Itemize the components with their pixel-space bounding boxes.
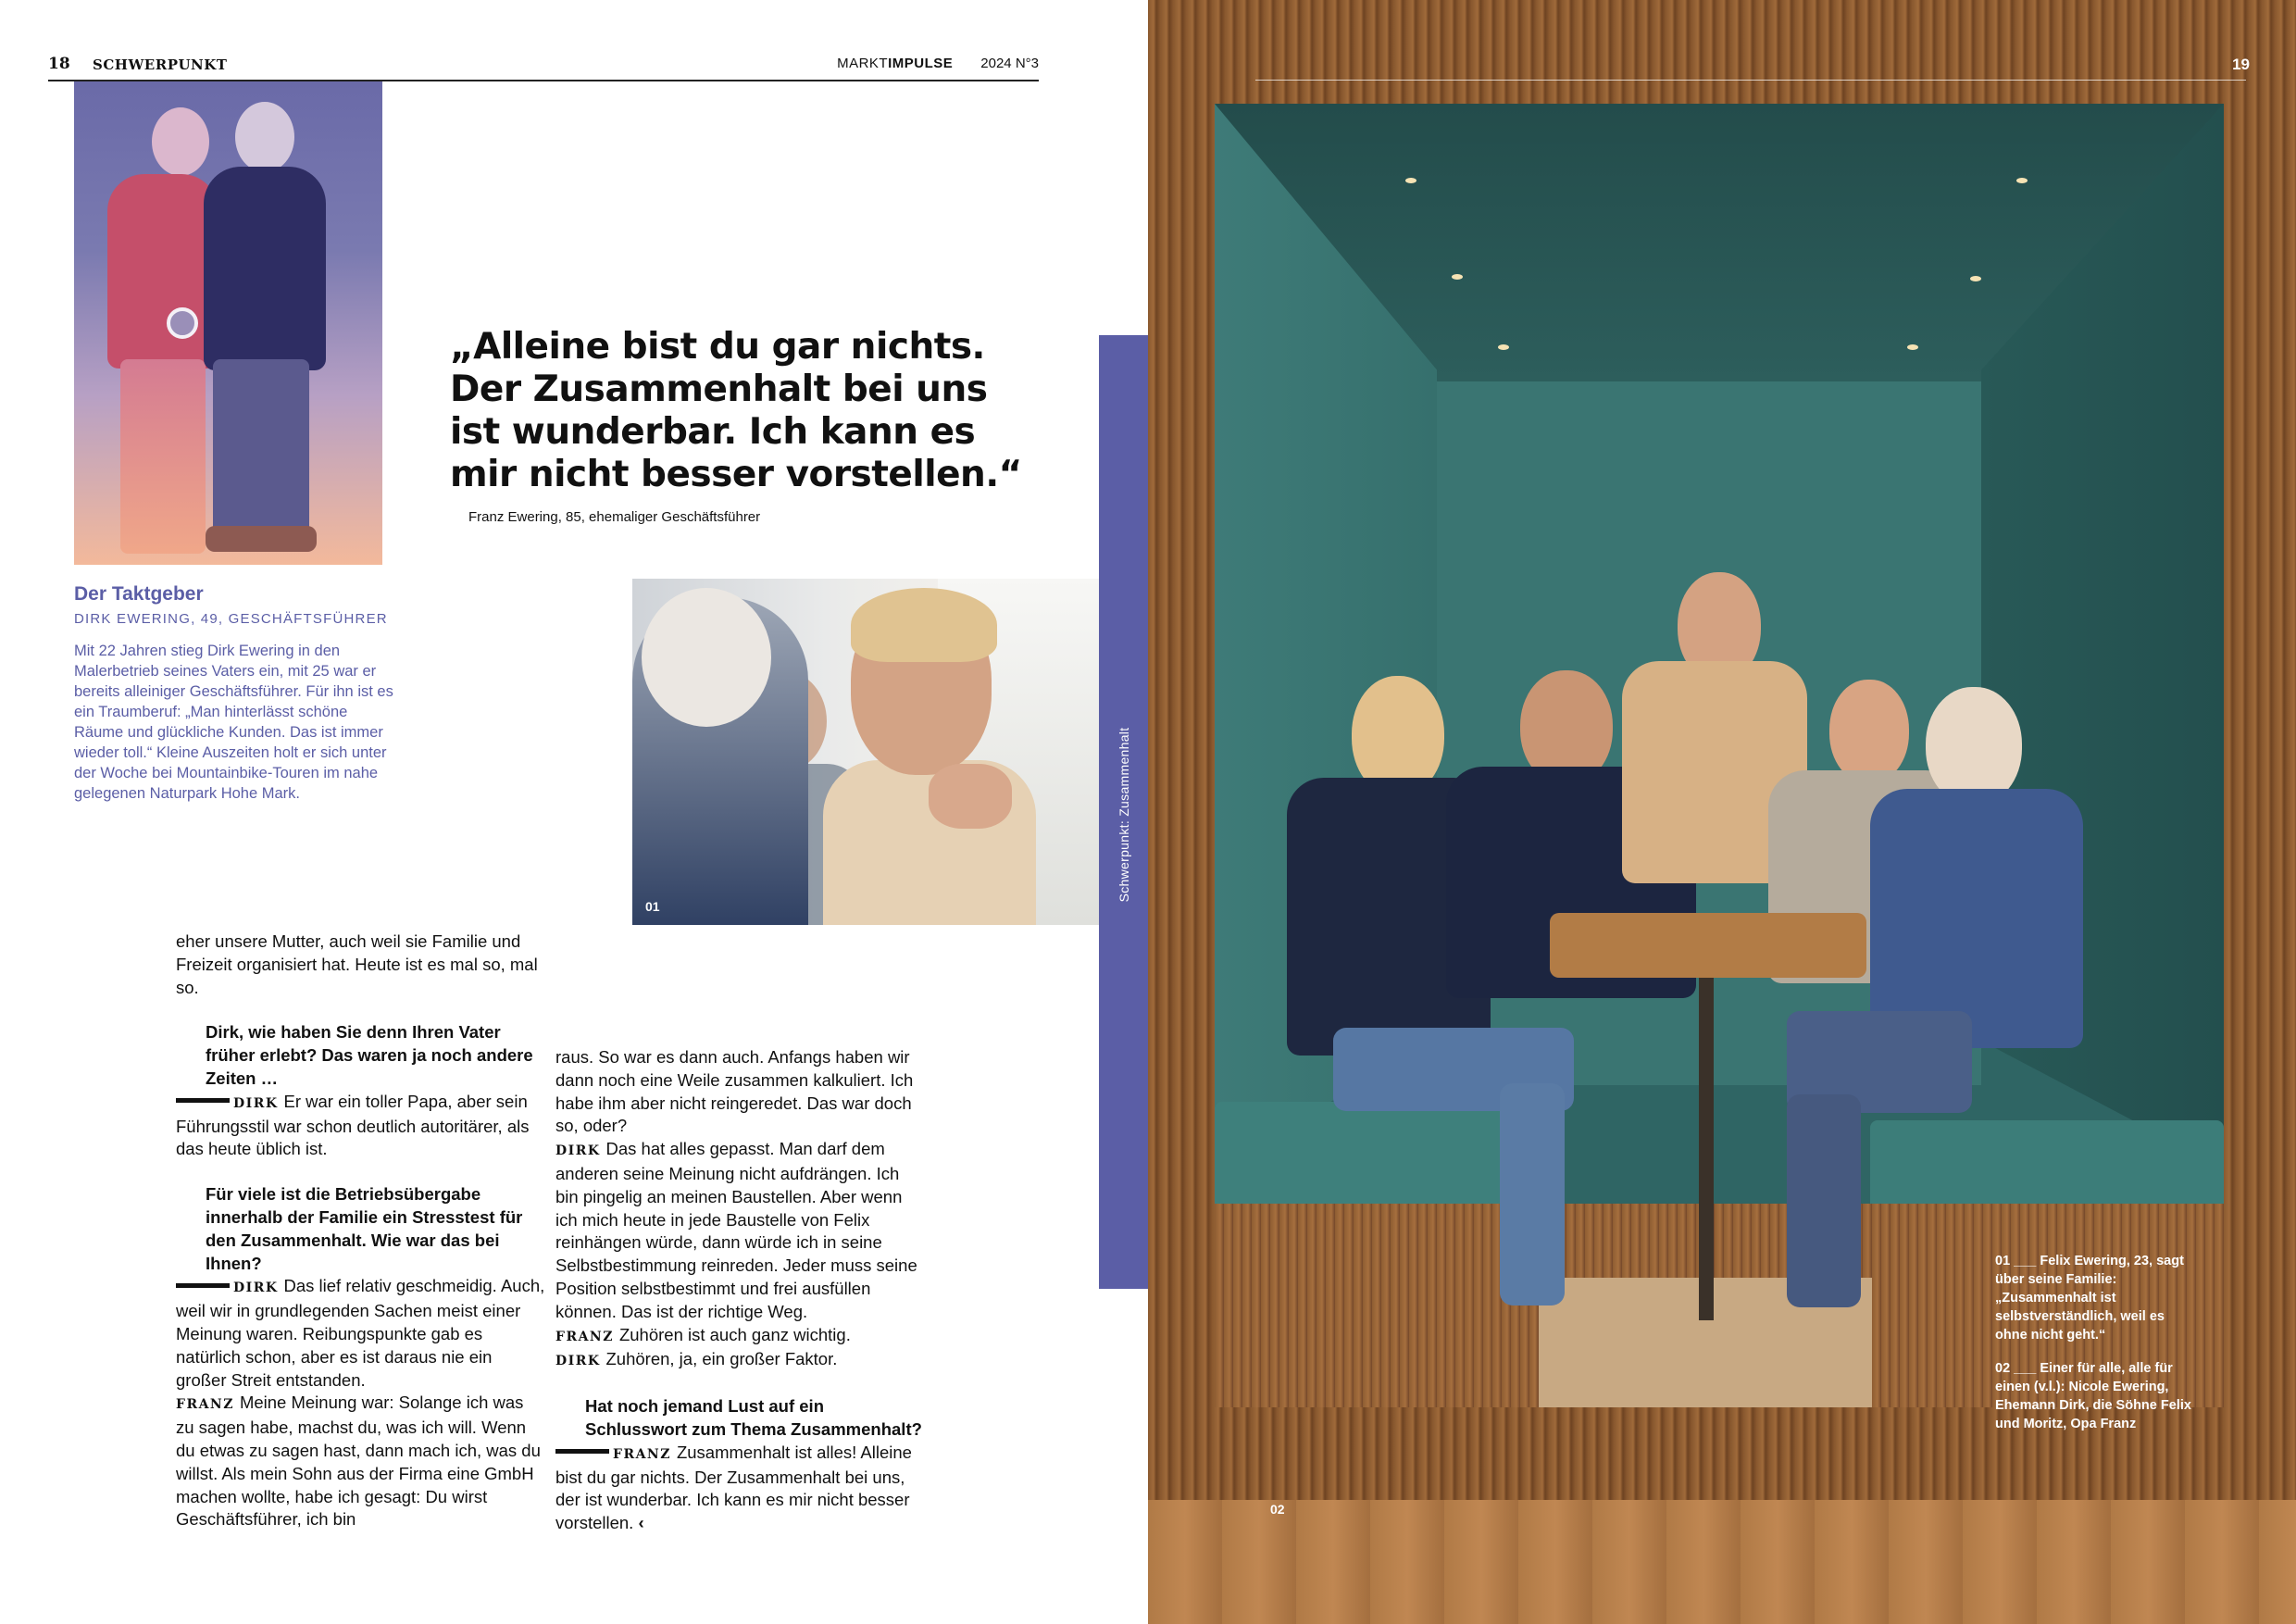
table-leg	[1699, 978, 1714, 1320]
figure-torso	[1870, 789, 2083, 1048]
section-side-tab-label: Schwerpunkt: Zusammenhalt	[1117, 727, 1131, 903]
answer-text: Er war ein toller Papa, aber sein Führungsstil war schon deutlich autoritärer, als das heute üblich ist.	[176, 1091, 530, 1159]
interview-answer-1	[176, 1091, 546, 1161]
ceiling-light	[1907, 344, 1918, 350]
photo-01	[632, 579, 1116, 925]
answer-text: Meine Meinung war: Solange ich was zu sagen habe, machst du, was ich will. Wenn du etwas zu sagen hast, dann mach ich, was du willst. Als mein Sohn aus der Firma eine GmbH machen wollte, habe ich gesagt: Du wirst Geschäftsführer, ich bin	[176, 1393, 541, 1530]
interview-column-b	[555, 1046, 926, 1535]
photo-01-felix-hair	[851, 588, 997, 662]
end-mark-icon: ‹	[638, 1513, 644, 1533]
portrait-figure-dirk-shoes	[206, 526, 317, 552]
figure-lower-legs	[1787, 1094, 1861, 1307]
interview-answer-3	[176, 1392, 546, 1531]
ceiling-light	[1498, 344, 1509, 350]
interview-answer-b4	[555, 1442, 926, 1535]
interview-intro: eher unsere Mutter, auch weil sie Familie und Freizeit organisiert hat. Heute ist es mal so, mal so.	[176, 931, 538, 997]
answer-text: Das hat alles gepasst. Man darf dem anderen seine Meinung nicht aufdrängen. Ich bin pingelig an meinen Baustellen. Aber wenn ich mich heute in jede Baustelle von Felix reinhängen würde, dann würde ich in seine Selbstbestimmung reinreden. Jeder muss seine Position selbstbestimmt und frei ausfüllen können. Das ist der richtige Weg.	[555, 1139, 917, 1321]
portrait-figure-franz-legs	[120, 359, 206, 554]
ceiling-light	[1405, 178, 1416, 183]
speaker-label: FRANZ	[176, 1397, 234, 1413]
portrait-figure-franz-head	[152, 107, 209, 176]
header-rule-right	[1255, 80, 2246, 81]
figure-head	[1926, 687, 2022, 806]
profile-title: Der Taktgeber	[74, 583, 204, 605]
pull-quote: „Alleine bist du gar nichts. Der Zusammenhalt bei uns ist wunderbar. Ich kann es mir nicht besser vorstellen.“	[450, 326, 1022, 495]
answer-text: Zuhören ist auch ganz wichtig.	[618, 1324, 851, 1344]
portrait-image	[74, 81, 382, 565]
section-label: SCHWERPUNKT	[93, 56, 228, 73]
interview-question-2: Für viele ist die Betriebsübergabe innerhalb der Familie ein Stresstest für den Zusammenhalt. Wie war das bei Ihnen?	[206, 1184, 523, 1273]
answer-dash	[555, 1449, 609, 1454]
speaker-label: FRANZ	[555, 1329, 614, 1344]
speaker-label: DIRK	[233, 1280, 279, 1296]
figure-franz	[1787, 687, 2065, 1326]
interview-continuation: raus. So war es dann auch. Anfangs haben wir dann noch eine Weile zusammen kalkuliert. Ich habe ihm aber nicht reingeredet. Das war doch so, oder?	[555, 1047, 914, 1136]
wood-floor	[1148, 1500, 2296, 1624]
speaker-label: DIRK	[555, 1354, 601, 1369]
table-top	[1550, 913, 1866, 978]
photo-01-foreground-head	[642, 588, 771, 727]
interview-answer-b3	[555, 1348, 926, 1373]
right-page-photo-02	[1148, 0, 2296, 1624]
brand-part-2: IMPULSE	[888, 56, 954, 71]
photo-01-number: 01	[645, 899, 660, 914]
page-number-right: 19	[2232, 56, 2250, 73]
photo-02-number: 02	[1270, 1502, 1285, 1517]
ceiling-light	[1452, 274, 1463, 280]
profile-subtitle: DIRK EWERING, 49, GESCHÄFTSFÜHRER	[74, 611, 388, 627]
speaker-label: FRANZ	[613, 1446, 671, 1462]
answer-dash	[176, 1098, 230, 1103]
caption-02: 02 ___ Einer für alle, alle für einen (v.l.): Nicole Ewering, Ehemann Dirk, die Söhne Felix und Moritz, Opa Franz	[1995, 1361, 2191, 1431]
interview-answer-b2	[555, 1324, 926, 1349]
interview-answer-b1	[555, 1138, 926, 1323]
photo-01-hand	[929, 764, 1012, 829]
answer-text: Zusammenhalt ist alles! Alleine bist du gar nichts. Der Zusammenhalt bei uns, der ist wunderbar. Ich kann es mir nicht besser vorstellen.	[555, 1442, 912, 1533]
portrait-figure-franz-body	[107, 174, 218, 369]
answer-dash	[176, 1283, 230, 1288]
answer-text: Zuhören, ja, ein großer Faktor.	[605, 1349, 838, 1369]
interview-answer-2	[176, 1275, 546, 1392]
masthead	[837, 56, 1039, 71]
profile-body: Mit 22 Jahren stieg Dirk Ewering in den Malerbetrieb seines Vaters ein, mit 25 war er bereits alleiniger Geschäftsführer. Für ihn ist es ein Traumberuf: „Man hinterlässt schöne Räume und glückliche Kunden. Das ist immer wieder toll.“ Kleine Auszeiten holt er sich unter der Woche bei Mountainbike-Touren im nahe gelegenen Naturpark Hohe Mark.	[74, 643, 393, 802]
ceiling-light	[1970, 276, 1981, 281]
portrait-figure-dirk-body	[204, 167, 326, 370]
speaker-label: DIRK	[555, 1143, 601, 1159]
logo-badge-icon	[167, 307, 198, 339]
brand-part-1: MARKT	[837, 56, 889, 71]
page-number-left: 18	[48, 55, 70, 73]
interview-question-1: Dirk, wie haben Sie denn Ihren Vater früher erlebt? Das waren ja noch andere Zeiten …	[206, 1022, 533, 1088]
answer-text: Das lief relativ geschmeidig. Auch, weil wir in grundlegenden Sachen meist einer Meinung waren. Reibungspunkte gab es natürlich schon, aber es ist daraus nie ein großer Streit entstanden.	[176, 1276, 545, 1390]
interview-question-3: Hat noch jemand Lust auf ein Schlusswort zum Thema Zusammenhalt?	[585, 1396, 922, 1439]
speaker-label: DIRK	[233, 1095, 279, 1111]
portrait-figure-dirk-legs	[213, 359, 309, 544]
issue-label: 2024 N°3	[980, 56, 1039, 71]
photo-captions	[1995, 1252, 2199, 1448]
interview-column-a	[176, 931, 546, 1531]
caption-01: 01 ___ Felix Ewering, 23, sagt über seine Familie: „Zusammenhalt ist selbstverständlich, weil es ohne nicht geht.“	[1995, 1254, 2184, 1343]
quote-attribution: Franz Ewering, 85, ehemaliger Geschäftsführer	[468, 509, 761, 525]
ceiling-light	[2016, 178, 2028, 183]
portrait-figure-dirk-head	[235, 102, 294, 172]
